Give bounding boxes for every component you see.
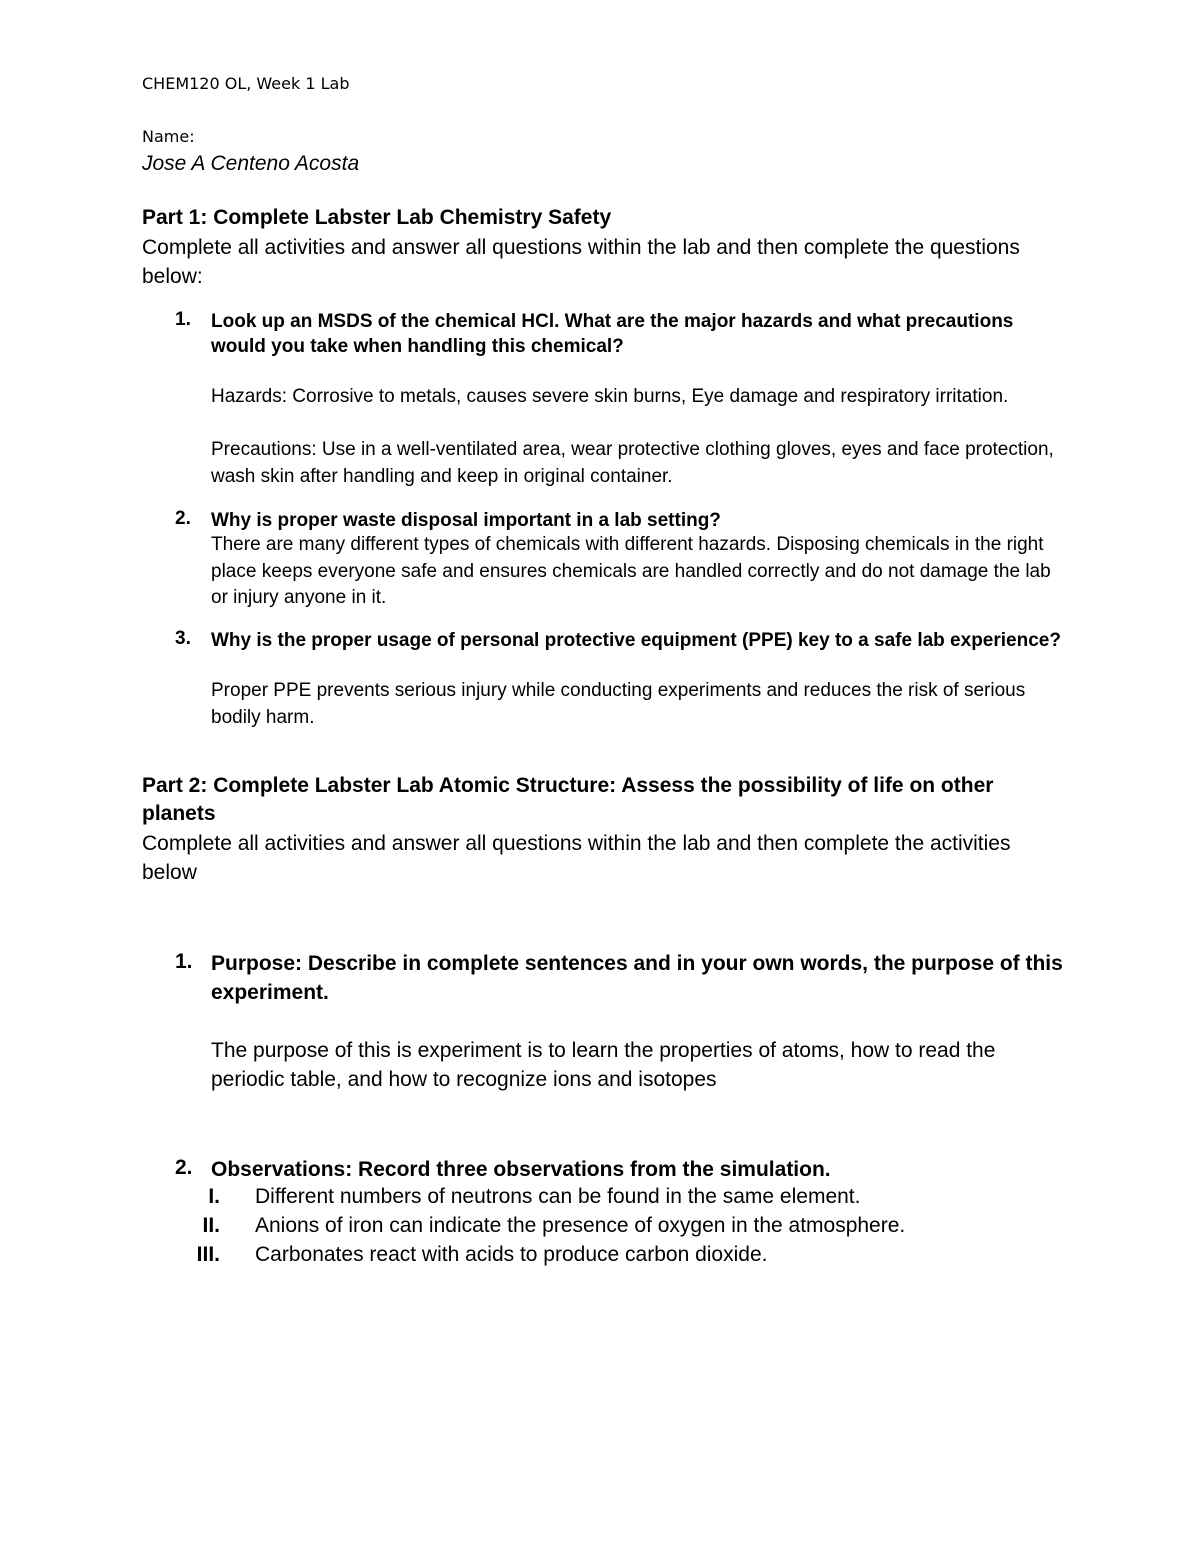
part2-q1-answer: The purpose of this is experiment is to learn the properties of atoms, how to read the periodic table, and how to recognize ions and isotopes xyxy=(211,1039,996,1091)
observation-text: Anions of iron can indicate the presence of oxygen in the atmosphere. xyxy=(255,1214,906,1237)
part1-q1-hazards: Hazards: Corrosive to metals, causes severe skin burns, Eye damage and respiratory irritation. xyxy=(211,386,1009,407)
part1-q2-number: 2. xyxy=(175,508,191,529)
part1-q1-number: 1. xyxy=(175,309,191,330)
part1-q3-answer: Proper PPE prevents serious injury while conducting experiments and reduces the risk of serious bodily harm. xyxy=(211,680,1026,728)
part1-q2-answer: There are many different types of chemicals with different hazards. Disposing chemicals in the right place keeps everyone safe and ensures chemicals are handled correctly and do not damage the lab or injury anyone in it. xyxy=(211,534,1051,608)
observation-numeral: I. xyxy=(208,1185,220,1208)
observation-text: Carbonates react with acids to produce carbon dioxide. xyxy=(255,1243,768,1266)
part1-title: Part 1: Complete Labster Lab Chemistry Safety xyxy=(142,206,612,229)
document-header: CHEM120 OL, Week 1 Lab xyxy=(142,74,350,93)
observation-numeral: III. xyxy=(196,1243,220,1266)
part2-title: Part 2: Complete Labster Lab Atomic Structure: Assess the possibility of life on other planets xyxy=(142,774,994,825)
part2-intro: Complete all activities and answer all questions within the lab and then complete the activities below xyxy=(142,832,1011,884)
part2-q1-number: 1. xyxy=(175,950,193,973)
student-name: Jose A Centeno Acosta xyxy=(142,152,360,175)
part1-q3-question: Why is the proper usage of personal protective equipment (PPE) key to a safe lab experience? xyxy=(211,630,1061,651)
observation-numeral: II. xyxy=(202,1214,220,1237)
part2-q2-number: 2. xyxy=(175,1156,193,1179)
part2-q2-question: Observations: Record three observations from the simulation. xyxy=(211,1158,831,1181)
part1-q1-precautions: Precautions: Use in a well-ventilated area, wear protective clothing gloves, eyes and face protection, wash skin after handling and keep in original container. xyxy=(211,439,1054,487)
name-label: Name: xyxy=(142,127,195,146)
part1-intro: Complete all activities and answer all questions within the lab and then complete the questions below: xyxy=(142,236,1020,288)
part1-q2-question: Why is proper waste disposal important in a lab setting? xyxy=(211,510,721,531)
part1-q3-number: 3. xyxy=(175,628,191,649)
observation-text: Different numbers of neutrons can be found in the same element. xyxy=(255,1185,861,1208)
part2-q1-question: Purpose: Describe in complete sentences and in your own words, the purpose of this experiment. xyxy=(211,952,1063,1004)
part1-q1-question: Look up an MSDS of the chemical HCl. What are the major hazards and what precautions would you take when handling this chemical? xyxy=(211,311,1014,357)
